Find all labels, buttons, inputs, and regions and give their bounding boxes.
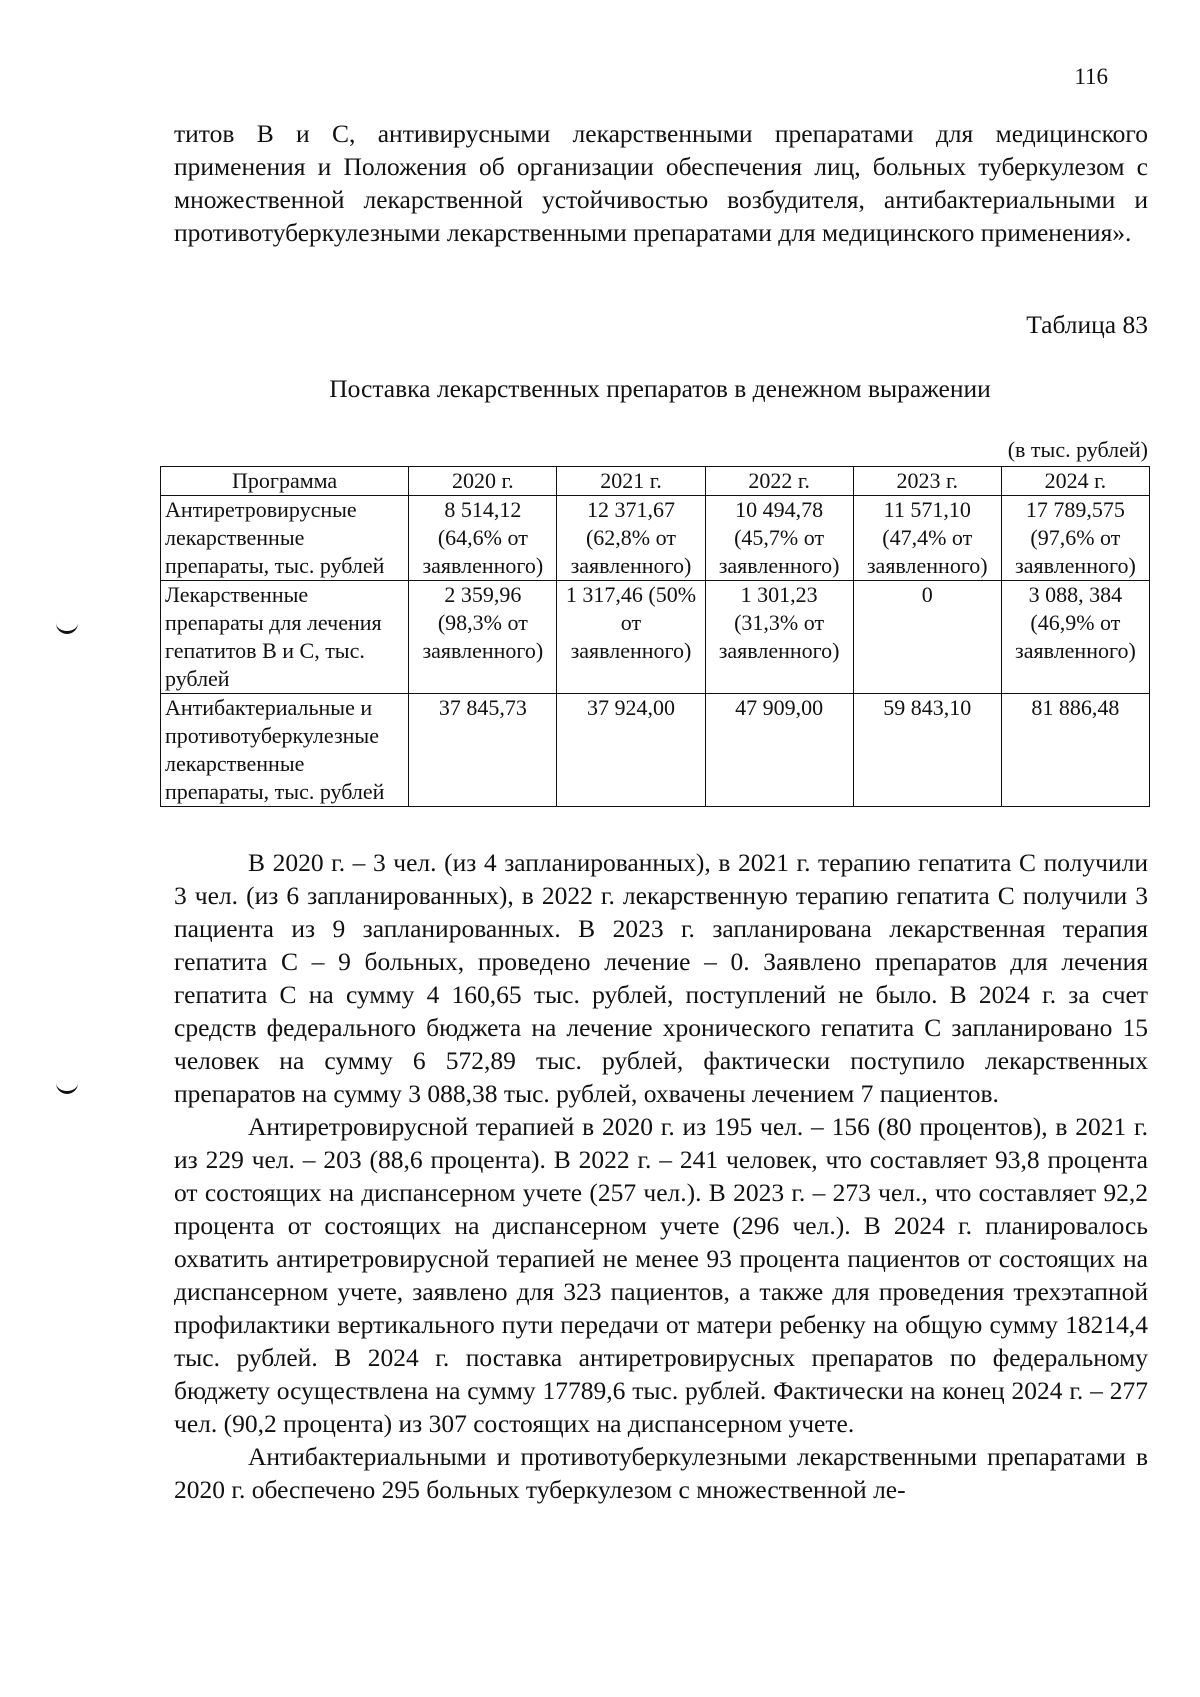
program-cell: Антибактериальные и противотуберкулезные лекарственные препараты, тыс. рублей: [161, 694, 409, 807]
column-header-2022: 2022 г.: [705, 467, 853, 496]
body-text: [174, 846, 1148, 1506]
value-cell: 12 371,67 (62,8% от заявленного): [557, 496, 705, 581]
column-header-2020: 2020 г.: [409, 467, 557, 496]
value-cell: 10 494,78 (45,7% от заявленного): [705, 496, 853, 581]
table-label: Таблица 83: [1026, 310, 1148, 339]
paragraph-tuberculosis: Антибактериальными и противотуберкулезными лекарственными препаратами в 2020 г. обеспечено 295 больных туберкулезом с множественной ле-: [174, 1442, 1148, 1504]
value-cell: 8 514,12 (64,6% от заявленного): [409, 496, 557, 581]
column-header-2021: 2021 г.: [557, 467, 705, 496]
table-row: [161, 581, 1150, 694]
program-cell: Лекарственные препараты для лечения гепатитов В и С, тыс. рублей: [161, 581, 409, 694]
column-header-2024: 2024 г.: [1001, 467, 1149, 496]
page-number: 116: [1074, 64, 1108, 89]
table-units-note: (в тыс. рублей): [1007, 437, 1148, 462]
table-row: [161, 496, 1150, 581]
value-cell: 0: [853, 581, 1001, 694]
intro-paragraph: титов В и С, антивирусными лекарственными препаратами для медицинского применения и Положения об организации обеспечения лиц, больных туберкулезом с множественной лекарственной устойчивостью возбудителя, антибактериальными и противотуберкулезными лекарственными препаратами для медицинского применения».: [174, 119, 1148, 247]
paragraph-antiretroviral: Антиретровирусной терапией в 2020 г. из 195 чел. – 156 (80 процентов), в 2021 г. из 229 чел. – 203 (88,6 процента). В 2022 г. – 241 человек, что составляет 93,8 процента от состоящих на диспансерном учете (257 чел.). В 2023 г. – 273 чел., что составляет 92,2 процента от состоящих на диспансерном учете (296 чел.). В 2024 г. планировалось охватить антиретровирусной терапией не менее 93 процента пациентов от состоящих на диспансерном учете, заявлено для 323 пациентов, а также для проведения трехэтапной профилактики вертикального пути передачи от матери ребенку на общую сумму 18214,4 тыс. рублей. В 2024 г. поставка антиретровирусных препаратов по федеральному бюджету осуществлена на сумму 17789,6 тыс. рублей. Фактически на конец 2024 г. – 277 чел. (90,2 процента) из 307 состоящих на диспансерном учете.: [174, 1112, 1148, 1438]
table-header-row: [161, 467, 1150, 496]
value-cell: 37 924,00: [557, 694, 705, 807]
value-cell: 81 886,48: [1001, 694, 1149, 807]
value-cell: 1 301,23 (31,3% от заявленного): [705, 581, 853, 694]
value-cell: 3 088, 384 (46,9% от заявленного): [1001, 581, 1149, 694]
value-cell: 17 789,575 (97,6% от заявленного): [1001, 496, 1149, 581]
value-cell: 47 909,00: [705, 694, 853, 807]
program-cell: Антиретровирусные лекарственные препараты, тыс. рублей: [161, 496, 409, 581]
column-header-2023: 2023 г.: [853, 467, 1001, 496]
scan-margin-mark: [56, 1082, 78, 1094]
paragraph-hepatitis: В 2020 г. – 3 чел. (из 4 запланированных), в 2021 г. терапию гепатита С получили 3 чел. (из 6 запланированных), в 2022 г. лекарственную терапию гепатита С получили 3 пациента из 9 запланированных. В 2023 г. запланирована лекарственная терапия гепатита С – 9 больных, проведено лечение – 0. Заявлено препаратов для лечения гепатита С на сумму 4 160,65 тыс. рублей, поступлений не было. В 2024 г. за счет средств федерального бюджета на лечение хронического гепатита С запланировано 15 человек на сумму 6 572,89 тыс. рублей, фактически поступило лекарственных препаратов на сумму 3 088,38 тыс. рублей, охвачены лечением 7 пациентов.: [174, 848, 1148, 1108]
column-header-program: Программа: [161, 467, 409, 496]
scan-margin-mark: [56, 622, 78, 634]
value-cell: 1 317,46 (50% от заявленного): [557, 581, 705, 694]
table-row: [161, 694, 1150, 807]
value-cell: 37 845,73: [409, 694, 557, 807]
intro-text: [174, 117, 1148, 249]
table-title: Поставка лекарственных препаратов в денежном выражении: [329, 374, 991, 403]
value-cell: 2 359,96 (98,3% от заявленного): [409, 581, 557, 694]
value-cell: 11 571,10 (47,4% от заявленного): [853, 496, 1001, 581]
supply-table: [160, 466, 1150, 807]
value-cell: 59 843,10: [853, 694, 1001, 807]
